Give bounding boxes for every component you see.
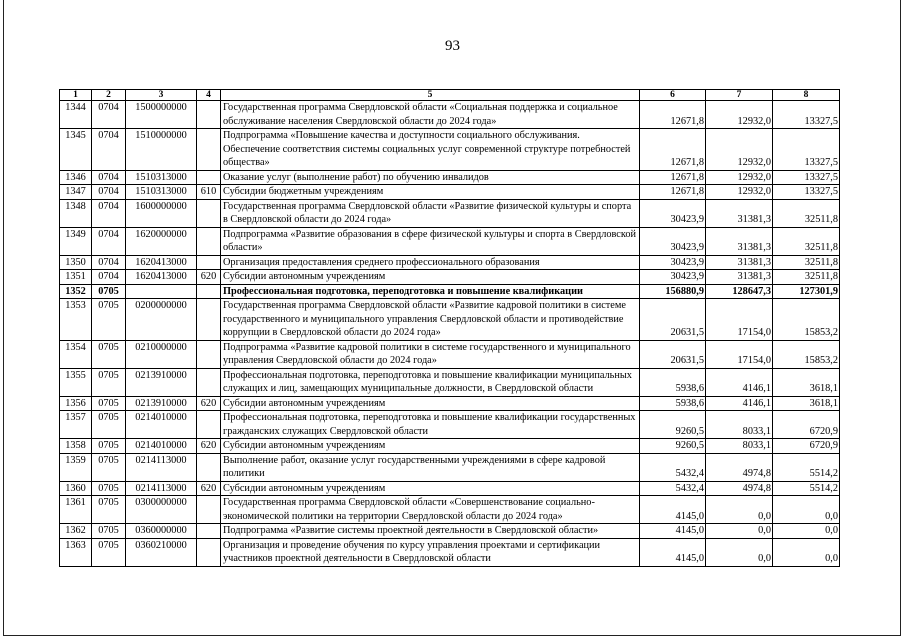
expense-type-cell [197, 299, 221, 341]
item-name-cell: Государственная программа Свердловской области «Развитие физической культуры и спорта в Свердловской области до 2024 года» [221, 199, 640, 227]
amount-year1-cell: 12671,8 [640, 101, 706, 129]
amount-year2-cell: 8033,1 [706, 439, 773, 454]
amount-year2-cell: 12932,0 [706, 129, 773, 171]
header-cell: 5 [221, 90, 640, 101]
amount-year2-cell: 12932,0 [706, 170, 773, 185]
item-name-cell: Подпрограмма «Развитие образования в сфере физической культуры и спорта в Свердловской области» [221, 227, 640, 255]
amount-year2-cell: 12932,0 [706, 185, 773, 200]
item-name-cell: Подпрограмма «Развитие системы проектной деятельности в Свердловской области» [221, 524, 640, 539]
amount-year1-cell: 30423,9 [640, 255, 706, 270]
item-name-cell: Субсидии бюджетным учреждениям [221, 185, 640, 200]
row-number-cell: 1362 [60, 524, 92, 539]
expense-type-cell [197, 199, 221, 227]
expense-type-cell [197, 101, 221, 129]
table-row [60, 255, 840, 270]
expense-type-cell: 620 [197, 396, 221, 411]
row-number-cell: 1357 [60, 411, 92, 439]
target-article-cell: 0214010000 [126, 411, 197, 439]
amount-year2-cell: 4146,1 [706, 368, 773, 396]
row-number-cell: 1360 [60, 481, 92, 496]
budget-table [59, 89, 840, 567]
expense-type-cell [197, 284, 221, 299]
expense-type-cell [197, 227, 221, 255]
amount-year2-cell: 31381,3 [706, 255, 773, 270]
item-name-cell: Государственная программа Свердловской области «Развитие кадровой политики в системе государственного и муниципального управления Свердловской области и противодействие коррупции в Свердловской области до 2024 года» [221, 299, 640, 341]
expense-type-cell: 620 [197, 439, 221, 454]
expense-type-cell: 620 [197, 481, 221, 496]
row-number-cell: 1355 [60, 368, 92, 396]
table-row [60, 481, 840, 496]
expense-type-cell [197, 411, 221, 439]
row-number-cell: 1361 [60, 496, 92, 524]
target-article-cell: 0200000000 [126, 299, 197, 341]
amount-year1-cell: 12671,8 [640, 170, 706, 185]
amount-year1-cell: 12671,8 [640, 129, 706, 171]
amount-year3-cell: 32511,8 [773, 255, 840, 270]
row-number-cell: 1348 [60, 199, 92, 227]
amount-year2-cell: 12932,0 [706, 101, 773, 129]
table-row [60, 368, 840, 396]
row-number-cell: 1344 [60, 101, 92, 129]
amount-year2-cell: 0,0 [706, 524, 773, 539]
amount-year1-cell: 9260,5 [640, 411, 706, 439]
section-code-cell: 0704 [92, 255, 126, 270]
section-code-cell: 0704 [92, 199, 126, 227]
section-code-cell: 0705 [92, 284, 126, 299]
target-article-cell: 1620000000 [126, 227, 197, 255]
amount-year3-cell: 13327,5 [773, 185, 840, 200]
amount-year3-cell: 32511,8 [773, 270, 840, 285]
expense-type-cell [197, 538, 221, 566]
section-code-cell: 0705 [92, 481, 126, 496]
amount-year1-cell: 4145,0 [640, 538, 706, 566]
amount-year3-cell: 0,0 [773, 524, 840, 539]
section-code-cell: 0705 [92, 538, 126, 566]
expense-type-cell [197, 496, 221, 524]
amount-year3-cell: 13327,5 [773, 170, 840, 185]
amount-year1-cell: 156880,9 [640, 284, 706, 299]
amount-year1-cell: 9260,5 [640, 439, 706, 454]
header-cell: 2 [92, 90, 126, 101]
row-number-cell: 1352 [60, 284, 92, 299]
section-code-cell: 0705 [92, 411, 126, 439]
table-row [60, 396, 840, 411]
amount-year1-cell: 30423,9 [640, 227, 706, 255]
amount-year2-cell: 0,0 [706, 496, 773, 524]
amount-year3-cell: 15853,2 [773, 340, 840, 368]
table-row [60, 270, 840, 285]
amount-year2-cell: 17154,0 [706, 340, 773, 368]
table-row [60, 524, 840, 539]
row-number-cell: 1356 [60, 396, 92, 411]
expense-type-cell [197, 453, 221, 481]
amount-year3-cell: 13327,5 [773, 101, 840, 129]
header-cell: 1 [60, 90, 92, 101]
header-cell: 6 [640, 90, 706, 101]
header-row [60, 90, 840, 101]
target-article-cell: 1500000000 [126, 101, 197, 129]
row-number-cell: 1359 [60, 453, 92, 481]
amount-year1-cell: 4145,0 [640, 524, 706, 539]
amount-year2-cell: 128647,3 [706, 284, 773, 299]
section-code-cell: 0705 [92, 524, 126, 539]
page-number: 93 [445, 38, 460, 54]
table-row [60, 284, 840, 299]
target-article-cell: 1620413000 [126, 255, 197, 270]
item-name-cell: Субсидии автономным учреждениям [221, 439, 640, 454]
header-cell: 3 [126, 90, 197, 101]
amount-year1-cell: 5938,6 [640, 368, 706, 396]
expense-type-cell [197, 524, 221, 539]
table-row [60, 227, 840, 255]
item-name-cell: Подпрограмма «Развитие кадровой политики в системе государственного и муниципального управления Свердловской области до 2024 года» [221, 340, 640, 368]
item-name-cell: Организация и проведение обучения по курсу управления проектами и сертификации участников проектной деятельности в Свердловской области [221, 538, 640, 566]
item-name-cell: Субсидии автономным учреждениям [221, 481, 640, 496]
target-article-cell: 0213910000 [126, 396, 197, 411]
amount-year3-cell: 3618,1 [773, 396, 840, 411]
section-code-cell: 0704 [92, 129, 126, 171]
table-row [60, 439, 840, 454]
amount-year2-cell: 17154,0 [706, 299, 773, 341]
section-code-cell: 0704 [92, 185, 126, 200]
header-cell: 7 [706, 90, 773, 101]
target-article-cell: 0214113000 [126, 481, 197, 496]
amount-year3-cell: 127301,9 [773, 284, 840, 299]
amount-year3-cell: 0,0 [773, 538, 840, 566]
table-row [60, 185, 840, 200]
table-row [60, 129, 840, 171]
amount-year1-cell: 30423,9 [640, 199, 706, 227]
item-name-cell: Субсидии автономным учреждениям [221, 396, 640, 411]
row-number-cell: 1346 [60, 170, 92, 185]
item-name-cell: Профессиональная подготовка, переподготовка и повышение квалификации государственных гражданских служащих Свердловской области [221, 411, 640, 439]
target-article-cell: 0214010000 [126, 439, 197, 454]
section-code-cell: 0705 [92, 299, 126, 341]
section-code-cell: 0705 [92, 340, 126, 368]
target-article-cell: 1510000000 [126, 129, 197, 171]
item-name-cell: Выполнение работ, оказание услуг государственными учреждениями в сфере кадровой политики [221, 453, 640, 481]
section-code-cell: 0704 [92, 170, 126, 185]
section-code-cell: 0704 [92, 227, 126, 255]
target-article-cell: 0360210000 [126, 538, 197, 566]
target-article-cell: 0300000000 [126, 496, 197, 524]
amount-year1-cell: 30423,9 [640, 270, 706, 285]
amount-year2-cell: 4146,1 [706, 396, 773, 411]
amount-year1-cell: 20631,5 [640, 340, 706, 368]
row-number-cell: 1358 [60, 439, 92, 454]
item-name-cell: Государственная программа Свердловской области «Социальная поддержка и социальное обслуживание населения Свердловской области до 2024 года» [221, 101, 640, 129]
expense-type-cell: 620 [197, 270, 221, 285]
amount-year3-cell: 5514,2 [773, 453, 840, 481]
item-name-cell: Субсидии автономным учреждениям [221, 270, 640, 285]
amount-year3-cell: 3618,1 [773, 368, 840, 396]
row-number-cell: 1345 [60, 129, 92, 171]
section-code-cell: 0705 [92, 453, 126, 481]
target-article-cell: 0360000000 [126, 524, 197, 539]
amount-year2-cell: 31381,3 [706, 270, 773, 285]
item-name-cell: Профессиональная подготовка, переподготовка и повышение квалификации [221, 284, 640, 299]
expense-type-cell [197, 170, 221, 185]
section-code-cell: 0704 [92, 101, 126, 129]
table-row [60, 199, 840, 227]
amount-year1-cell: 5938,6 [640, 396, 706, 411]
item-name-cell: Организация предоставления среднего профессионального образования [221, 255, 640, 270]
table-row [60, 538, 840, 566]
section-code-cell: 0705 [92, 368, 126, 396]
amount-year3-cell: 5514,2 [773, 481, 840, 496]
row-number-cell: 1363 [60, 538, 92, 566]
row-number-cell: 1347 [60, 185, 92, 200]
expense-type-cell [197, 255, 221, 270]
table-row [60, 340, 840, 368]
target-article-cell [126, 284, 197, 299]
section-code-cell: 0705 [92, 396, 126, 411]
item-name-cell: Профессиональная подготовка, переподготовка и повышение квалификации муниципальных служащих и лиц, замещающих муниципальные должности, в Свердловской области [221, 368, 640, 396]
amount-year1-cell: 5432,4 [640, 481, 706, 496]
target-article-cell: 1510313000 [126, 170, 197, 185]
amount-year3-cell: 15853,2 [773, 299, 840, 341]
expense-type-cell: 610 [197, 185, 221, 200]
amount-year2-cell: 31381,3 [706, 199, 773, 227]
table-row [60, 453, 840, 481]
target-article-cell: 0210000000 [126, 340, 197, 368]
target-article-cell: 1510313000 [126, 185, 197, 200]
target-article-cell: 0214113000 [126, 453, 197, 481]
amount-year1-cell: 4145,0 [640, 496, 706, 524]
amount-year2-cell: 4974,8 [706, 481, 773, 496]
amount-year1-cell: 20631,5 [640, 299, 706, 341]
amount-year2-cell: 8033,1 [706, 411, 773, 439]
table-row [60, 496, 840, 524]
expense-type-cell [197, 368, 221, 396]
target-article-cell: 1620413000 [126, 270, 197, 285]
amount-year2-cell: 4974,8 [706, 453, 773, 481]
amount-year1-cell: 5432,4 [640, 453, 706, 481]
amount-year3-cell: 32511,8 [773, 227, 840, 255]
amount-year3-cell: 32511,8 [773, 199, 840, 227]
expense-type-cell [197, 340, 221, 368]
amount-year3-cell: 0,0 [773, 496, 840, 524]
header-cell: 4 [197, 90, 221, 101]
item-name-cell: Подпрограмма «Повышение качества и доступности социального обслуживания. Обеспечение соответствия системы социальных услуг современной структуре потребностей общества» [221, 129, 640, 171]
expense-type-cell [197, 129, 221, 171]
section-code-cell: 0705 [92, 439, 126, 454]
table-row [60, 170, 840, 185]
target-article-cell: 0213910000 [126, 368, 197, 396]
header-cell: 8 [773, 90, 840, 101]
row-number-cell: 1349 [60, 227, 92, 255]
target-article-cell: 1600000000 [126, 199, 197, 227]
amount-year3-cell: 6720,9 [773, 411, 840, 439]
item-name-cell: Оказание услуг (выполнение работ) по обучению инвалидов [221, 170, 640, 185]
row-number-cell: 1353 [60, 299, 92, 341]
amount-year3-cell: 6720,9 [773, 439, 840, 454]
table-row [60, 101, 840, 129]
section-code-cell: 0704 [92, 270, 126, 285]
row-number-cell: 1351 [60, 270, 92, 285]
amount-year1-cell: 12671,8 [640, 185, 706, 200]
item-name-cell: Государственная программа Свердловской области «Совершенствование социально-экономической политики на территории Свердловской области до 2024 года» [221, 496, 640, 524]
table-row [60, 411, 840, 439]
amount-year2-cell: 31381,3 [706, 227, 773, 255]
table-body [60, 101, 840, 567]
table-row [60, 299, 840, 341]
amount-year3-cell: 13327,5 [773, 129, 840, 171]
section-code-cell: 0705 [92, 496, 126, 524]
row-number-cell: 1354 [60, 340, 92, 368]
row-number-cell: 1350 [60, 255, 92, 270]
amount-year2-cell: 0,0 [706, 538, 773, 566]
